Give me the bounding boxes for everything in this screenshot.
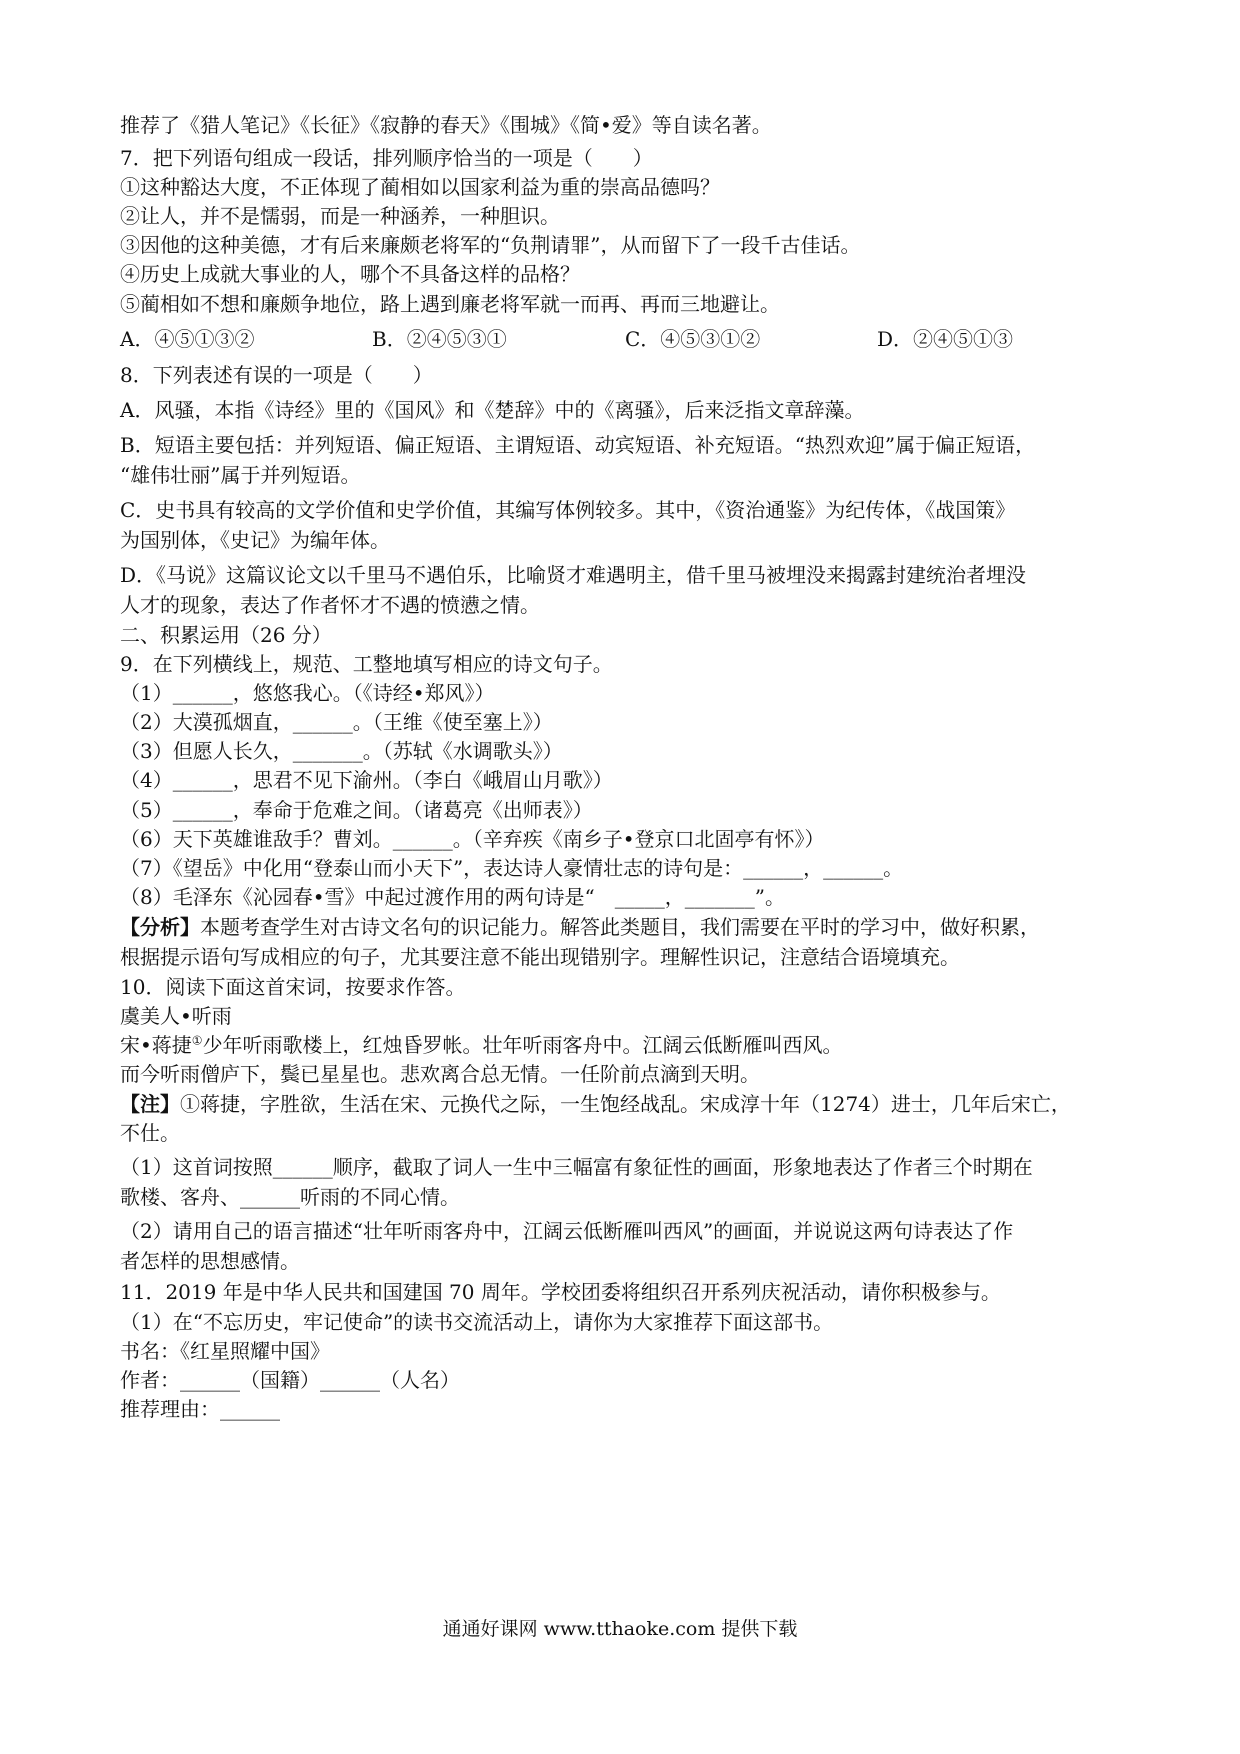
q7-option-d: D．②④⑤①③ [877, 327, 1014, 351]
q9-item-2: （2）大漠孤烟直，______。（王维《使至塞上》） [120, 710, 553, 734]
poem-text-1: 少年听雨歌楼上，红烛昏罗帐。壮年听雨客舟中。江阔云低断雁叫西风。 [202, 1033, 843, 1057]
q8-option-b: B．短语主要包括：并列短语、偏正短语、主谓短语、动宾短语、补充短语。“热烈欢迎”属于偏正短语， [120, 433, 1036, 457]
q9-item-5: （5）______，奉命于危难之间。（诸葛亮《出师表》） [120, 798, 593, 822]
poem-line-1 [120, 1032, 843, 1058]
book-author-line: 作者：______（国籍）______（人名） [120, 1368, 460, 1392]
q9-item-7: （7）《望岳》中化用“登泰山而小天下”，表达诗人豪情壮志的诗句是：______，______。 [120, 856, 904, 880]
text-line: 推荐了《猎人笔记》《长征》《寂静的春天》《围城》《简•爱》等自读名著。 [120, 113, 772, 137]
note-label: 【注】 [120, 1092, 180, 1116]
q8-option-c: C．史书具有较高的文学价值和史学价值，其编写体例较多。其中，《资治通鉴》为纪传体，《战国策》 [120, 498, 1016, 522]
page-footer: 通通好课网 www.tthaoke.com 提供下载 [442, 1618, 798, 1640]
analysis-cont: 根据提示语句写成相应的句子，尤其要注意不能出现错别字。理解性识记，注意结合语境填充。 [120, 945, 960, 969]
q10-item-2: （2）请用自己的语言描述“壮年听雨客舟中，江阔云低断雁叫西风”的画面，并说说这两句诗表达了作 [120, 1219, 1014, 1243]
footnote-marker: ① [191, 1033, 203, 1048]
q8-option-c-cont: 为国别体，《史记》为编年体。 [120, 528, 390, 552]
analysis-paragraph [120, 914, 1040, 940]
question-10-stem: 10．阅读下面这首宋词，按要求作答。 [120, 975, 466, 999]
question-8-stem: 8．下列表述有误的一项是（ ） [120, 363, 433, 387]
poem-title: 虞美人•听雨 [120, 1004, 232, 1028]
poem-author: 宋•蒋捷 [120, 1033, 192, 1057]
q10-item-2-cont: 者怎样的思想感情。 [120, 1249, 300, 1273]
sentence-1: ①这种豁达大度，不正体现了蔺相如以国家利益为重的崇高品德吗？ [120, 175, 720, 199]
q8-option-d-cont: 人才的现象，表达了作者怀才不遇的愤懑之情。 [120, 593, 540, 617]
sentence-3: ③因他的这种美德，才有后来廉颇老将军的“负荆请罪”，从而留下了一段千古佳话。 [120, 233, 861, 257]
q9-item-4: （4）______，思君不见下渝州。（李白《峨眉山月歌》） [120, 768, 613, 792]
note-paragraph [120, 1091, 1071, 1117]
book-title-line: 书名：《红星照耀中国》 [120, 1339, 330, 1363]
q7-option-b: B．②④⑤③① [372, 327, 507, 351]
q10-item-1-cont: 歌楼、客舟、______听雨的不同心情。 [120, 1185, 460, 1209]
q9-item-6: （6）天下英雄谁敌手？曹刘。______。（辛弃疾《南乡子•登京口北固亭有怀》） [120, 827, 825, 851]
section-heading: 二、积累运用（26 分） [120, 623, 332, 647]
question-11-stem: 11．2019 年是中华人民共和国建国 70 周年。学校团委将组织召开系列庆祝活动，请你积极参与。 [120, 1280, 1001, 1304]
poem-line-2: 而今听雨僧庐下，鬓已星星也。悲欢离合总无情。一任阶前点滴到天明。 [120, 1062, 760, 1086]
sentence-5: ⑤蔺相如不想和廉颇争地位，路上遇到廉老将军就一而再、再而三地避让。 [120, 292, 780, 316]
recommend-reason-line: 推荐理由：______ [120, 1397, 280, 1421]
q8-option-d: D．《马说》这篇议论文以千里马不遇伯乐，比喻贤才难遇明主，借千里马被埋没来揭露封建统治者埋没 [120, 563, 1027, 587]
question-9-stem: 9．在下列横线上，规范、工整地填写相应的诗文句子。 [120, 652, 613, 676]
q7-option-a: A．④⑤①③② [120, 327, 255, 351]
q8-option-a: A．风骚，本指《诗经》里的《国风》和《楚辞》中的《离骚》，后来泛指文章辞藻。 [120, 398, 865, 422]
q8-option-b-cont: “雄伟壮丽”属于并列短语。 [120, 463, 361, 487]
q11-item-1: （1）在“不忘历史，牢记使命”的读书交流活动上，请你为大家推荐下面这部书。 [120, 1310, 834, 1334]
q9-item-8: （8）毛泽东《沁园春•雪》中起过渡作用的两句诗是“ _____，_______”。 [120, 885, 785, 909]
sentence-2: ②让人，并不是懦弱，而是一种涵养，一种胆识。 [120, 204, 560, 228]
q10-item-1: （1）这首词按照______顺序，截取了词人一生中三幅富有象征性的画面，形象地表达了作者三个时期在 [120, 1155, 1033, 1179]
analysis-text: 本题考查学生对古诗文名句的识记能力。解答此类题目，我们需要在平时的学习中，做好积累， [200, 915, 1040, 939]
analysis-label: 【分析】 [120, 915, 200, 939]
question-7-stem: 7．把下列语句组成一段话，排列顺序恰当的一项是（ ） [120, 146, 653, 170]
q7-option-c: C．④⑤③①② [625, 327, 761, 351]
note-text: ①蒋捷，字胜欲，生活在宋、元换代之际，一生饱经战乱。宋成淳十年（1274）进士，几年后宋亡， [180, 1092, 1071, 1116]
note-cont: 不仕。 [120, 1121, 180, 1145]
q9-item-3: （3）但愿人长久，_______。（苏轼《水调歌头》） [120, 739, 563, 763]
q9-item-1: （1）______，悠悠我心。（《诗经•郑风》） [120, 681, 495, 705]
sentence-4: ④历史上成就大事业的人，哪个不具备这样的品格？ [120, 262, 580, 286]
